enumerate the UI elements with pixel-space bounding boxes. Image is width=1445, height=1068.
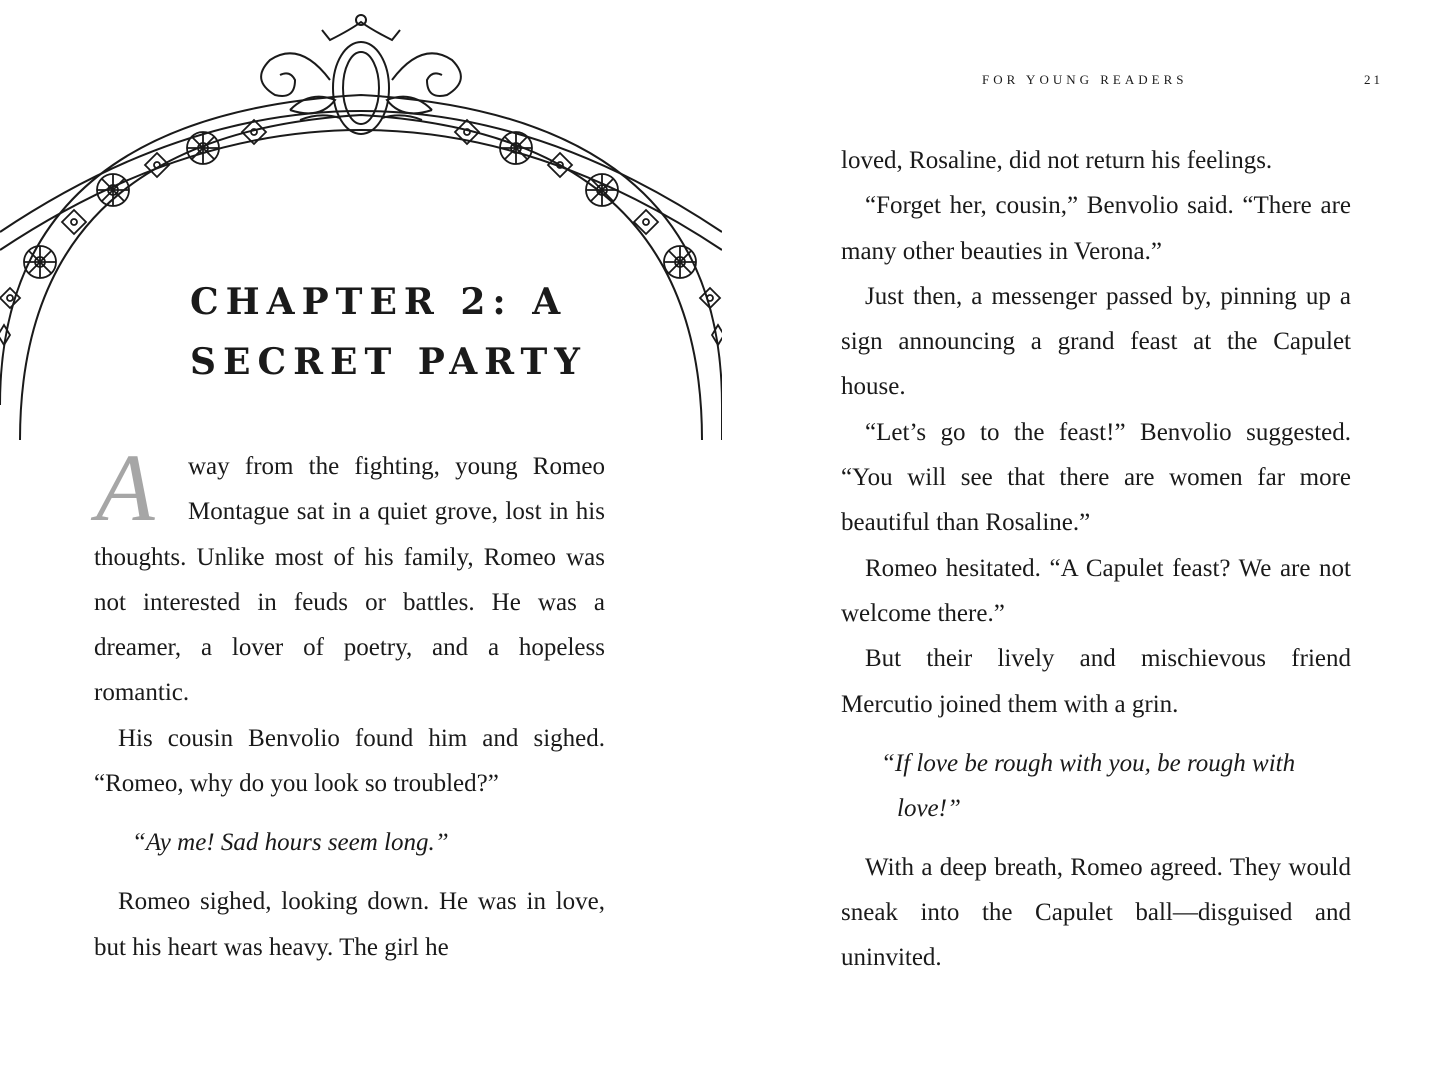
quote-ay-me: “Ay me! Sad hours seem long.” <box>132 829 449 857</box>
chapter-title-line-2: SECRET PARTY <box>190 341 587 383</box>
paragraph-r4: “Let’s go to the feast!” Benvolio suggested. “You will see that there are women far more beautiful than Rosaline.” <box>841 418 1351 537</box>
drop-cap: A <box>96 434 155 541</box>
paragraph-3: Romeo sighed, looking down. He was in love, but his heart was heavy. The girl he <box>94 888 605 961</box>
paragraph-r7: With a deep breath, Romeo agreed. They would sneak into the Capulet ball—disguised and uninvited. <box>841 853 1351 972</box>
quote-line-2: love!” <box>897 794 961 822</box>
paragraph-r5: Romeo hesitated. “A Capulet feast? We are not welcome there.” <box>841 554 1351 627</box>
running-head: FOR YOUNG READERS <box>982 72 1188 87</box>
flower-ornaments <box>24 132 696 278</box>
quote-if-love <box>841 741 1351 831</box>
right-page <box>722 0 1444 1068</box>
quote-line-1: “If love be rough with you, be rough with <box>881 749 1296 777</box>
left-body-text <box>94 434 605 970</box>
paragraph-r1: loved, Rosaline, did not return his feelings. <box>841 147 1273 174</box>
chapter-title-line-1: CHAPTER 2: A <box>190 281 568 323</box>
chapter-title <box>190 272 610 392</box>
paragraph-1 <box>94 434 605 716</box>
paragraph-1-text: way from the fighting, young Romeo Montague sat in a quiet grove, lost in his thoughts. Unlike most of his family, Romeo was not interested in feuds or battles. He was a dreamer, a lover of poetry, and a hopeless romantic. <box>94 453 605 707</box>
left-page <box>0 0 722 1068</box>
paragraph-r2: “Forget her, cousin,” Benvolio said. “There are many other beauties in Verona.” <box>841 192 1351 265</box>
page-number: 21 <box>1364 72 1383 87</box>
paragraph-r6: But their lively and mischievous friend Mercutio joined them with a grin. <box>841 645 1351 718</box>
paragraph-2: His cousin Benvolio found him and sighed. “Romeo, why do you look so troubled?” <box>94 724 605 798</box>
right-body-text <box>841 138 1351 981</box>
paragraph-r3: Just then, a messenger passed by, pinning up a sign announcing a grand feast at the Capulet house. <box>841 282 1351 401</box>
